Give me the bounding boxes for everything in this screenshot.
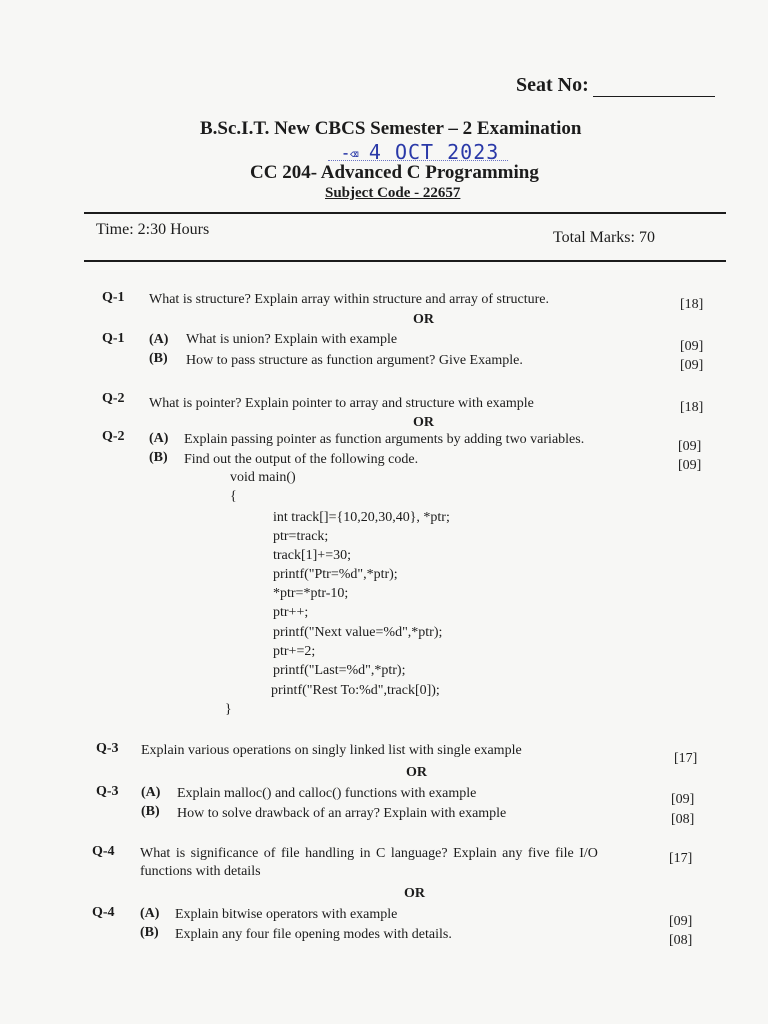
question-number: Q-2 (102, 429, 125, 444)
time-allowed: Time: 2:30 Hours (96, 221, 210, 238)
part-text: What is union? Explain with example (186, 332, 398, 347)
part-label: (B) (149, 351, 168, 366)
stamp-mark: ⁃⌫ (342, 147, 369, 163)
part-marks: [08] (669, 933, 693, 948)
code-function-header: void main() (230, 470, 296, 485)
question-text-continued: functions with details (140, 864, 261, 879)
seat-number-blank (593, 78, 715, 97)
part-label: (A) (149, 332, 169, 347)
part-marks: [08] (671, 812, 695, 827)
code-line: printf("Next value=%d",*ptr); (273, 625, 443, 640)
part-text: Find out the output of the following code. (184, 452, 419, 467)
part-label: (A) (149, 431, 169, 446)
question-text: What is structure? Explain array within structure and array of structure. (149, 292, 550, 307)
part-marks: [09] (678, 458, 702, 473)
part-label: (B) (140, 925, 159, 940)
part-label: (B) (149, 450, 168, 465)
bottom-divider (84, 260, 726, 262)
total-marks: Total Marks: 70 (553, 229, 655, 246)
part-label: (B) (141, 804, 160, 819)
code-open-brace: { (230, 489, 237, 504)
part-marks: [09] (680, 358, 704, 373)
code-line: printf("Last=%d",*ptr); (273, 663, 406, 678)
exam-title: B.Sc.I.T. New CBCS Semester – 2 Examination (200, 118, 582, 139)
part-marks: [09] (671, 792, 695, 807)
code-line: printf("Rest To:%d",track[0]); (271, 683, 440, 698)
subject-code: Subject Code - 22657 (325, 185, 461, 201)
seat-number-label: Seat No: (516, 74, 715, 97)
question-number: Q-3 (96, 784, 119, 799)
code-line: ptr=track; (273, 529, 329, 544)
code-line: ptr++; (273, 605, 309, 620)
part-text: Explain malloc() and calloc() functions with example (177, 786, 477, 801)
code-line: *ptr=*ptr-10; (273, 586, 349, 601)
part-text: Explain passing pointer as function arguments by adding two variables. (184, 432, 585, 447)
question-number: Q-2 (102, 391, 125, 406)
part-marks: [09] (680, 339, 704, 354)
question-number: Q-3 (96, 741, 119, 756)
question-number: Q-4 (92, 844, 115, 859)
question-text: Explain various operations on singly linked list with single example (141, 743, 522, 758)
or-separator: OR (413, 312, 434, 327)
part-text: How to solve drawback of an array? Explain with example (177, 806, 507, 821)
question-text: What is pointer? Explain pointer to array and structure with example (149, 396, 534, 411)
code-line: printf("Ptr=%d",*ptr); (273, 567, 398, 582)
question-marks: [18] (680, 297, 704, 312)
question-number: Q-1 (102, 331, 125, 346)
code-close-brace: } (225, 702, 232, 717)
part-marks: [09] (669, 914, 693, 929)
date-stamp: ⁃⌫ 4 OCT 2023 (342, 140, 500, 164)
stamp-underline (328, 160, 508, 161)
question-marks: [18] (680, 400, 704, 415)
or-separator: OR (404, 886, 425, 901)
question-marks: [17] (669, 851, 693, 866)
part-label: (A) (140, 906, 160, 921)
course-title: CC 204- Advanced C Programming (250, 162, 539, 183)
top-divider (84, 212, 726, 214)
or-separator: OR (413, 415, 434, 430)
code-line: track[1]+=30; (273, 548, 351, 563)
part-label: (A) (141, 785, 161, 800)
or-separator: OR (406, 765, 427, 780)
part-text: Explain any four file opening modes with details. (175, 927, 452, 942)
question-marks: [17] (674, 751, 698, 766)
question-number: Q-4 (92, 905, 115, 920)
question-number: Q-1 (102, 290, 125, 305)
code-line: ptr+=2; (273, 644, 316, 659)
part-text: How to pass structure as function argument? Give Example. (186, 353, 523, 368)
part-marks: [09] (678, 439, 702, 454)
code-line: int track[]={10,20,30,40}, *ptr; (273, 510, 450, 525)
question-text: What is significance of file handling in C language? Explain any five file I/O (140, 846, 598, 861)
part-text: Explain bitwise operators with example (175, 907, 398, 922)
